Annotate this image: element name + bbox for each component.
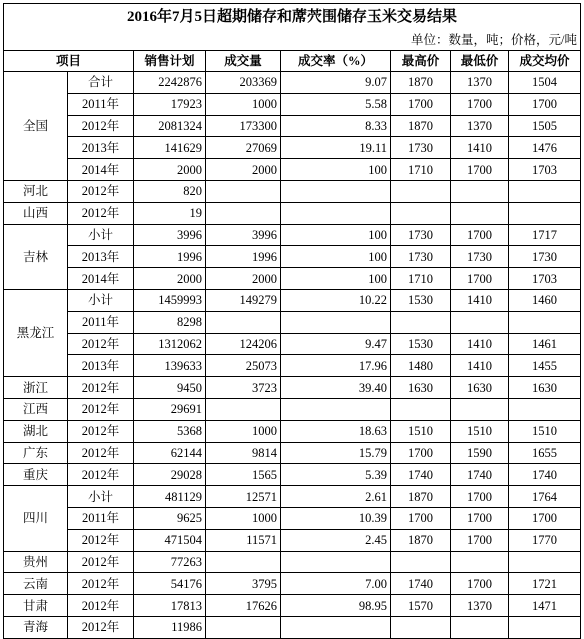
cell-min-price	[451, 398, 509, 420]
cell-volume: 3723	[206, 377, 281, 399]
cell-sales-plan: 3996	[134, 224, 206, 246]
cell-region: 河北	[4, 180, 68, 202]
cell-min-price: 1700	[451, 93, 509, 115]
header-rate: 成交率（%）	[281, 51, 391, 72]
cell-max-price: 1700	[391, 93, 451, 115]
header-item: 项目	[4, 51, 134, 72]
cell-sales-plan: 1312062	[134, 333, 206, 355]
cell-region: 云南	[4, 573, 68, 595]
table-row	[4, 442, 581, 464]
cell-subitem: 2013年	[68, 246, 134, 268]
cell-min-price: 1510	[451, 420, 509, 442]
cell-subitem: 2012年	[68, 529, 134, 551]
cell-max-price: 1710	[391, 159, 451, 181]
cell-max-price: 1530	[391, 289, 451, 311]
cell-rate: 2.45	[281, 529, 391, 551]
table-row	[4, 464, 581, 486]
table-row	[4, 224, 581, 246]
cell-avg-price: 1730	[509, 246, 581, 268]
trade-results-table	[3, 3, 581, 639]
cell-max-price	[391, 551, 451, 573]
cell-region: 四川	[4, 486, 68, 551]
cell-rate: 100	[281, 268, 391, 290]
table-row	[4, 159, 581, 181]
cell-volume: 11571	[206, 529, 281, 551]
cell-sales-plan: 9625	[134, 507, 206, 529]
cell-sales-plan: 29028	[134, 464, 206, 486]
cell-volume: 12571	[206, 486, 281, 508]
cell-subitem: 2012年	[68, 202, 134, 224]
cell-volume: 203369	[206, 72, 281, 94]
cell-subitem: 2012年	[68, 442, 134, 464]
cell-rate: 2.61	[281, 486, 391, 508]
cell-min-price: 1700	[451, 573, 509, 595]
cell-volume	[206, 180, 281, 202]
cell-min-price: 1730	[451, 246, 509, 268]
cell-rate: 9.07	[281, 72, 391, 94]
cell-volume: 1000	[206, 507, 281, 529]
header-row	[4, 51, 581, 72]
cell-avg-price	[509, 311, 581, 333]
header-min-price: 最低价	[451, 51, 509, 72]
cell-sales-plan: 17923	[134, 93, 206, 115]
cell-max-price: 1480	[391, 355, 451, 377]
cell-avg-price: 1717	[509, 224, 581, 246]
table-row	[4, 93, 581, 115]
cell-rate: 8.33	[281, 115, 391, 137]
cell-sales-plan: 481129	[134, 486, 206, 508]
table-row	[4, 115, 581, 137]
cell-max-price: 1700	[391, 507, 451, 529]
cell-volume: 1565	[206, 464, 281, 486]
table-row	[4, 616, 581, 638]
cell-subitem: 2013年	[68, 355, 134, 377]
cell-volume	[206, 202, 281, 224]
cell-subitem: 小计	[68, 224, 134, 246]
cell-max-price: 1530	[391, 333, 451, 355]
cell-subitem: 2012年	[68, 595, 134, 617]
header-sales-plan: 销售计划	[134, 51, 206, 72]
cell-min-price: 1370	[451, 115, 509, 137]
cell-rate: 98.95	[281, 595, 391, 617]
table-row	[4, 529, 581, 551]
cell-min-price: 1700	[451, 159, 509, 181]
header-volume: 成交量	[206, 51, 281, 72]
cell-region: 江西	[4, 398, 68, 420]
cell-min-price: 1740	[451, 464, 509, 486]
cell-sales-plan: 8298	[134, 311, 206, 333]
cell-max-price: 1730	[391, 246, 451, 268]
cell-sales-plan: 1459993	[134, 289, 206, 311]
cell-volume: 2000	[206, 268, 281, 290]
cell-rate	[281, 398, 391, 420]
cell-subitem: 2013年	[68, 137, 134, 159]
cell-max-price	[391, 180, 451, 202]
cell-volume	[206, 551, 281, 573]
cell-max-price: 1870	[391, 529, 451, 551]
cell-region: 湖北	[4, 420, 68, 442]
cell-avg-price: 1504	[509, 72, 581, 94]
cell-sales-plan: 471504	[134, 529, 206, 551]
cell-rate	[281, 551, 391, 573]
cell-sales-plan: 2000	[134, 159, 206, 181]
cell-max-price: 1730	[391, 137, 451, 159]
cell-volume: 17626	[206, 595, 281, 617]
cell-min-price	[451, 616, 509, 638]
cell-rate	[281, 616, 391, 638]
cell-rate	[281, 311, 391, 333]
table-row	[4, 72, 581, 94]
cell-max-price: 1730	[391, 224, 451, 246]
cell-volume: 1000	[206, 93, 281, 115]
cell-subitem: 2012年	[68, 377, 134, 399]
table-row	[4, 377, 581, 399]
cell-region: 黑龙江	[4, 289, 68, 376]
cell-region: 山西	[4, 202, 68, 224]
cell-max-price: 1710	[391, 268, 451, 290]
cell-sales-plan: 62144	[134, 442, 206, 464]
cell-max-price: 1740	[391, 464, 451, 486]
cell-volume: 149279	[206, 289, 281, 311]
cell-subitem: 2014年	[68, 268, 134, 290]
cell-rate: 19.11	[281, 137, 391, 159]
cell-avg-price: 1471	[509, 595, 581, 617]
cell-sales-plan: 9450	[134, 377, 206, 399]
cell-sales-plan: 19	[134, 202, 206, 224]
cell-min-price: 1700	[451, 507, 509, 529]
cell-min-price	[451, 202, 509, 224]
table-row	[4, 268, 581, 290]
cell-avg-price: 1703	[509, 268, 581, 290]
cell-rate: 10.22	[281, 289, 391, 311]
cell-rate: 39.40	[281, 377, 391, 399]
cell-avg-price: 1455	[509, 355, 581, 377]
table-row	[4, 289, 581, 311]
table-row	[4, 573, 581, 595]
cell-rate: 100	[281, 224, 391, 246]
cell-min-price: 1630	[451, 377, 509, 399]
cell-sales-plan: 2081324	[134, 115, 206, 137]
cell-subitem: 2012年	[68, 551, 134, 573]
cell-avg-price	[509, 616, 581, 638]
cell-avg-price: 1770	[509, 529, 581, 551]
cell-subitem: 小计	[68, 289, 134, 311]
cell-avg-price: 1655	[509, 442, 581, 464]
cell-sales-plan: 820	[134, 180, 206, 202]
cell-rate	[281, 202, 391, 224]
cell-max-price	[391, 398, 451, 420]
cell-region: 贵州	[4, 551, 68, 573]
table-row	[4, 486, 581, 508]
cell-subitem: 2014年	[68, 159, 134, 181]
cell-subitem: 2012年	[68, 180, 134, 202]
cell-subitem: 2012年	[68, 464, 134, 486]
cell-max-price: 1630	[391, 377, 451, 399]
table-row	[4, 355, 581, 377]
cell-avg-price	[509, 180, 581, 202]
cell-subitem: 2011年	[68, 311, 134, 333]
table-row	[4, 551, 581, 573]
cell-avg-price: 1461	[509, 333, 581, 355]
cell-rate: 7.00	[281, 573, 391, 595]
table-row	[4, 202, 581, 224]
cell-region: 广东	[4, 442, 68, 464]
cell-avg-price	[509, 398, 581, 420]
cell-volume: 173300	[206, 115, 281, 137]
cell-max-price: 1870	[391, 115, 451, 137]
cell-max-price: 1740	[391, 573, 451, 595]
cell-max-price: 1700	[391, 442, 451, 464]
cell-volume: 2000	[206, 159, 281, 181]
cell-region: 甘肃	[4, 595, 68, 617]
cell-volume: 3795	[206, 573, 281, 595]
cell-volume	[206, 398, 281, 420]
cell-min-price	[451, 180, 509, 202]
cell-sales-plan: 2242876	[134, 72, 206, 94]
cell-min-price	[451, 311, 509, 333]
cell-max-price	[391, 202, 451, 224]
cell-max-price: 1870	[391, 72, 451, 94]
cell-volume	[206, 616, 281, 638]
cell-min-price: 1410	[451, 137, 509, 159]
cell-sales-plan: 1996	[134, 246, 206, 268]
cell-min-price	[451, 551, 509, 573]
cell-volume	[206, 311, 281, 333]
table-row	[4, 311, 581, 333]
cell-volume: 1000	[206, 420, 281, 442]
cell-sales-plan: 77263	[134, 551, 206, 573]
cell-min-price: 1700	[451, 268, 509, 290]
cell-sales-plan: 29691	[134, 398, 206, 420]
cell-subitem: 2012年	[68, 398, 134, 420]
header-avg-price: 成交均价	[509, 51, 581, 72]
cell-rate: 100	[281, 246, 391, 268]
table-row	[4, 398, 581, 420]
cell-avg-price: 1630	[509, 377, 581, 399]
cell-volume: 1996	[206, 246, 281, 268]
cell-subitem: 合计	[68, 72, 134, 94]
cell-avg-price: 1505	[509, 115, 581, 137]
cell-subitem: 2012年	[68, 573, 134, 595]
cell-avg-price: 1740	[509, 464, 581, 486]
cell-subitem: 2011年	[68, 93, 134, 115]
cell-sales-plan: 139633	[134, 355, 206, 377]
cell-min-price: 1370	[451, 595, 509, 617]
cell-region: 全国	[4, 72, 68, 181]
cell-min-price: 1370	[451, 72, 509, 94]
cell-avg-price: 1703	[509, 159, 581, 181]
cell-min-price: 1700	[451, 224, 509, 246]
cell-rate: 100	[281, 159, 391, 181]
cell-avg-price: 1476	[509, 137, 581, 159]
cell-volume: 25073	[206, 355, 281, 377]
cell-rate: 17.96	[281, 355, 391, 377]
cell-min-price: 1410	[451, 333, 509, 355]
table-title: 2016年7月5日超期储存和蓆茓围储存玉米交易结果	[4, 4, 581, 31]
cell-subitem: 2012年	[68, 333, 134, 355]
cell-min-price: 1590	[451, 442, 509, 464]
cell-avg-price: 1700	[509, 93, 581, 115]
table-row	[4, 507, 581, 529]
cell-rate: 9.47	[281, 333, 391, 355]
cell-subitem: 2012年	[68, 616, 134, 638]
cell-subitem: 2012年	[68, 420, 134, 442]
cell-rate: 18.63	[281, 420, 391, 442]
cell-subitem: 2011年	[68, 507, 134, 529]
cell-sales-plan: 141629	[134, 137, 206, 159]
cell-region: 青海	[4, 616, 68, 638]
table-row	[4, 246, 581, 268]
cell-sales-plan: 5368	[134, 420, 206, 442]
table-row	[4, 333, 581, 355]
cell-min-price: 1700	[451, 486, 509, 508]
table-row	[4, 595, 581, 617]
cell-region: 重庆	[4, 464, 68, 486]
cell-subitem: 小计	[68, 486, 134, 508]
cell-min-price: 1700	[451, 529, 509, 551]
cell-rate	[281, 180, 391, 202]
cell-region: 吉林	[4, 224, 68, 289]
cell-avg-price	[509, 202, 581, 224]
cell-volume: 9814	[206, 442, 281, 464]
unit-note: 单位：数量，吨；价格，元/吨	[4, 30, 581, 51]
cell-min-price: 1410	[451, 355, 509, 377]
cell-max-price: 1870	[391, 486, 451, 508]
cell-max-price	[391, 616, 451, 638]
table-row	[4, 137, 581, 159]
cell-avg-price: 1721	[509, 573, 581, 595]
cell-volume: 27069	[206, 137, 281, 159]
cell-sales-plan: 2000	[134, 268, 206, 290]
header-max-price: 最高价	[391, 51, 451, 72]
cell-avg-price: 1700	[509, 507, 581, 529]
cell-max-price: 1510	[391, 420, 451, 442]
table-row	[4, 420, 581, 442]
cell-min-price: 1410	[451, 289, 509, 311]
cell-avg-price: 1764	[509, 486, 581, 508]
cell-region: 浙江	[4, 377, 68, 399]
cell-avg-price: 1460	[509, 289, 581, 311]
cell-sales-plan: 17813	[134, 595, 206, 617]
table-row	[4, 180, 581, 202]
cell-avg-price: 1510	[509, 420, 581, 442]
cell-sales-plan: 11986	[134, 616, 206, 638]
cell-rate: 10.39	[281, 507, 391, 529]
cell-volume: 124206	[206, 333, 281, 355]
cell-sales-plan: 54176	[134, 573, 206, 595]
cell-avg-price	[509, 551, 581, 573]
cell-rate: 5.58	[281, 93, 391, 115]
cell-max-price	[391, 311, 451, 333]
cell-rate: 15.79	[281, 442, 391, 464]
cell-volume: 3996	[206, 224, 281, 246]
cell-max-price: 1570	[391, 595, 451, 617]
cell-subitem: 2012年	[68, 115, 134, 137]
cell-rate: 5.39	[281, 464, 391, 486]
